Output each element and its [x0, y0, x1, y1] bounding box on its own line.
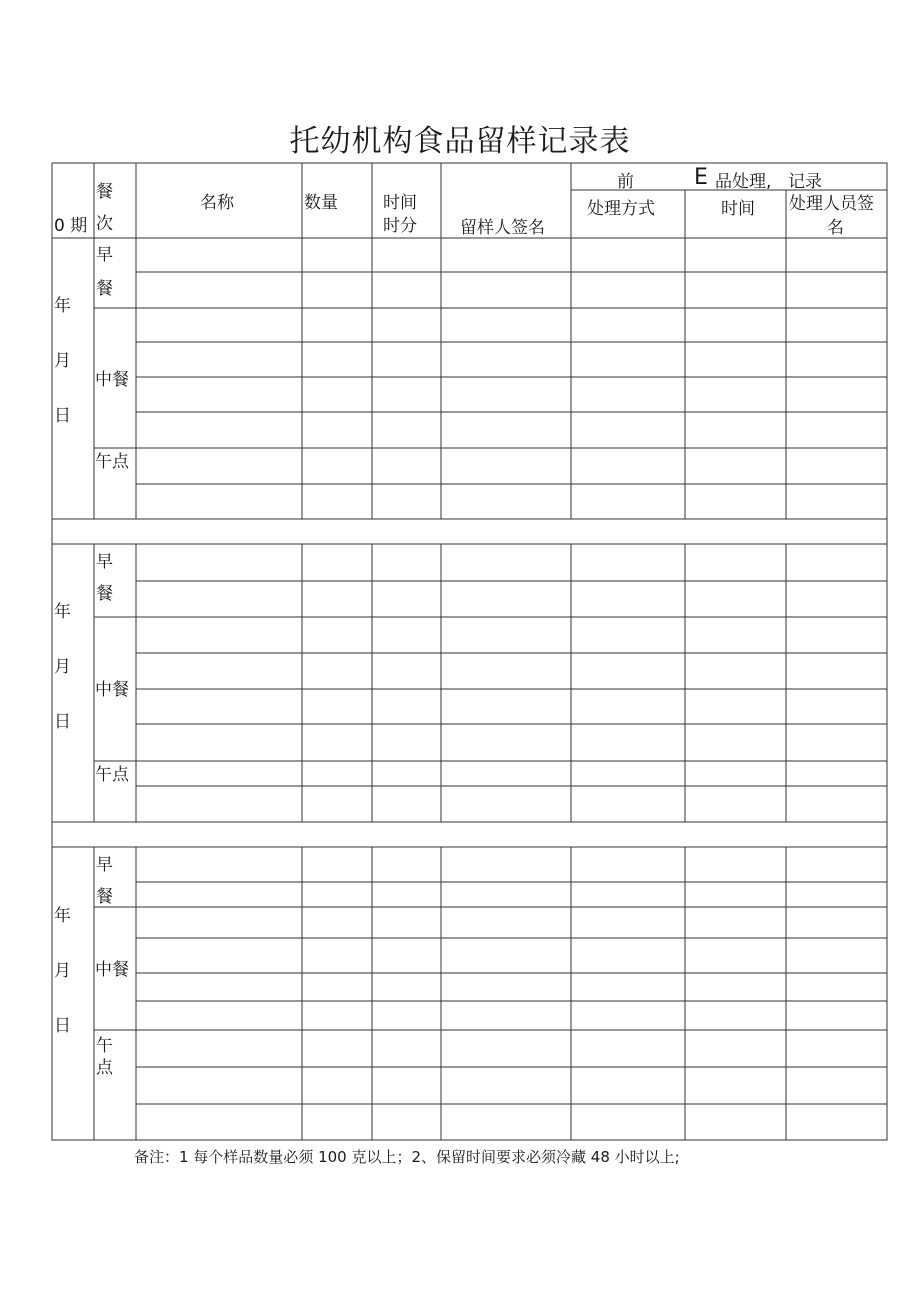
date-month-label: 月 — [54, 657, 71, 677]
date-year-label: 年 — [54, 906, 71, 926]
date-month-label: 月 — [54, 961, 71, 981]
header-group-suffix: 记录 — [788, 172, 822, 192]
header-meal-bottom: 次 — [96, 214, 113, 234]
header-process-time: 时间 — [721, 199, 755, 219]
date-year-label: 年 — [54, 602, 71, 622]
header-time-top: 时间 — [383, 193, 417, 213]
date-month-label: 月 — [54, 351, 71, 371]
page-title: 托幼机构食品留样记录表 — [289, 124, 631, 159]
header-quantity: 数量 — [304, 193, 338, 213]
lunch-label: 中餐 — [95, 370, 129, 390]
header-meal-top: 餐 — [96, 182, 113, 202]
date-day-label: 日 — [54, 406, 71, 426]
lunch-label: 中餐 — [95, 960, 129, 980]
header-group-title: 品处理, — [715, 172, 772, 192]
header-time-bottom: 时分 — [383, 216, 417, 236]
date-day-label: 日 — [54, 712, 71, 732]
header-signer: 留样人签名 — [460, 218, 545, 238]
breakfast-label-top: 早 — [96, 245, 113, 265]
footnote: 备注：1 每个样品数量必须 100 克以上；2、保留时间要求必须冷藏 48 小时以上; — [134, 1148, 680, 1166]
date-year-label: 年 — [54, 296, 71, 316]
date-day-label: 日 — [54, 1016, 71, 1036]
header-process-signer-bottom: 名 — [827, 218, 844, 238]
header-method: 处理方式 — [587, 199, 655, 219]
breakfast-label-bottom: 餐 — [96, 279, 113, 299]
breakfast-label-bottom: 餐 — [96, 584, 113, 604]
lunch-label: 中餐 — [95, 680, 129, 700]
snack-label: 午点 — [95, 452, 129, 472]
header-name: 名称 — [200, 193, 234, 213]
snack-label: 午点 — [95, 765, 129, 785]
header-group-prefix: 前 — [617, 172, 634, 192]
snack-label-bottom: 点 — [96, 1058, 113, 1078]
header-process-signer-top: 处理人员签 — [789, 194, 874, 214]
breakfast-label-top: 早 — [96, 855, 113, 875]
header-date: 0 期 — [54, 216, 88, 236]
breakfast-label-bottom: 餐 — [96, 887, 113, 907]
snack-label-top: 午 — [96, 1036, 113, 1056]
table-border — [52, 163, 887, 1140]
breakfast-label-top: 早 — [96, 552, 113, 572]
header-group-e: E — [694, 165, 708, 190]
